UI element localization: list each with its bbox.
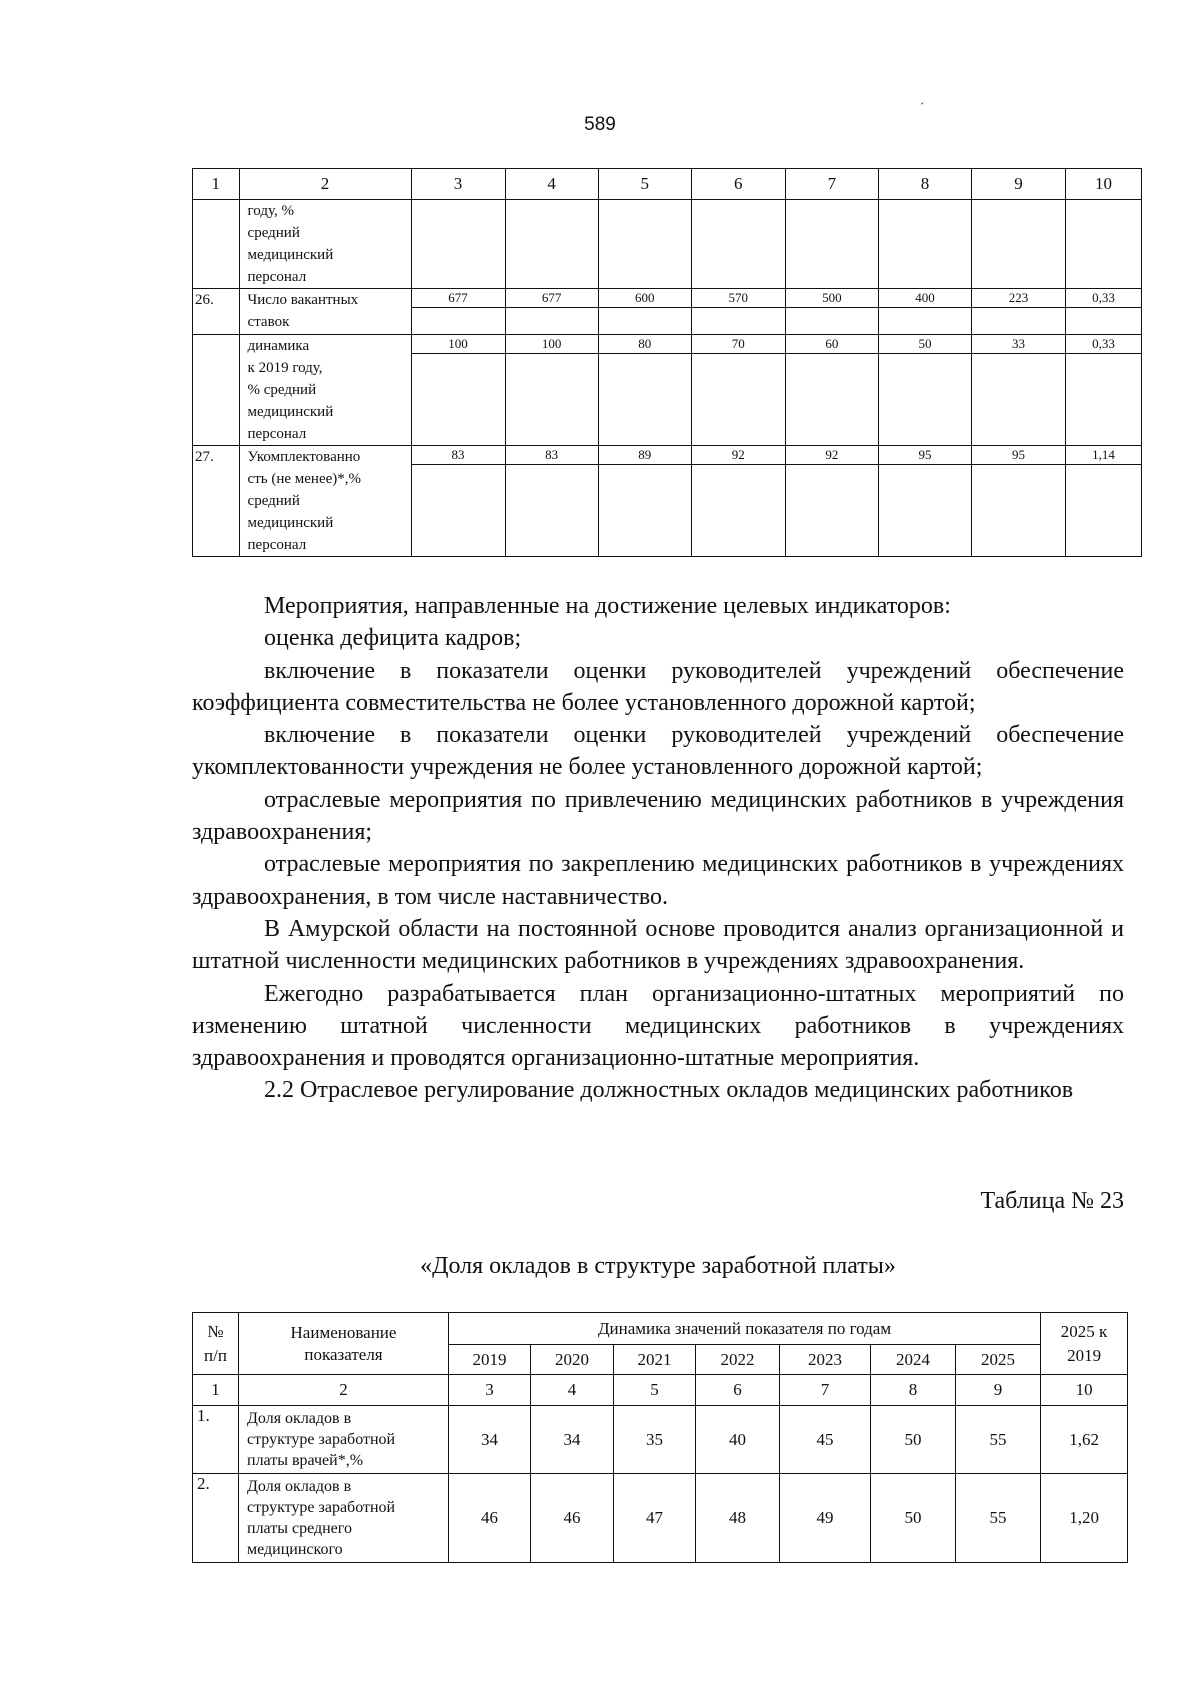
value: 33 bbox=[972, 335, 1065, 354]
year-header: 2019 bbox=[449, 1345, 531, 1375]
table-label: Таблица № 23 bbox=[980, 1188, 1124, 1214]
table-caption bbox=[192, 1185, 1124, 1217]
indicator-name: Доля окладов в структуре заработной платы среднего медицинского bbox=[239, 1474, 449, 1563]
year-header: 2021 bbox=[614, 1345, 696, 1375]
value-cell: 34 bbox=[531, 1406, 614, 1474]
value: 60 bbox=[786, 335, 878, 354]
column-number: 7 bbox=[780, 1375, 871, 1406]
value-cell bbox=[878, 200, 971, 289]
column-number: 9 bbox=[971, 169, 1065, 200]
column-number: 4 bbox=[505, 169, 598, 200]
header-dynamics: Динамика значений показателя по годам bbox=[449, 1313, 1041, 1345]
column-number: 10 bbox=[1041, 1375, 1128, 1406]
value: 92 bbox=[786, 446, 878, 465]
value-cell bbox=[1066, 446, 1142, 557]
value-cell: 35 bbox=[614, 1406, 696, 1474]
column-number: 1 bbox=[193, 169, 240, 200]
indicator-name: году, % средний медицинский персонал bbox=[239, 200, 411, 289]
value-cell bbox=[598, 446, 691, 557]
value-cell: 48 bbox=[696, 1474, 780, 1563]
body-text bbox=[192, 590, 1124, 1107]
paragraph: включение в показатели оценки руководителей учреждений обеспечение коэффициента совместительства не более установленного дорожной картой; bbox=[192, 657, 1124, 716]
value: 500 bbox=[786, 289, 878, 308]
row-number: 2. bbox=[193, 1474, 239, 1563]
value: 80 bbox=[599, 335, 691, 354]
value: 223 bbox=[972, 289, 1065, 308]
value-cell bbox=[971, 289, 1065, 335]
table-row bbox=[193, 1406, 1128, 1474]
value-cell bbox=[411, 289, 505, 335]
value-cell: 1,20 bbox=[1041, 1474, 1128, 1563]
column-number: 8 bbox=[878, 169, 971, 200]
value-cell bbox=[1066, 289, 1142, 335]
column-number: 2 bbox=[239, 1375, 449, 1406]
header-ratio: 2025 к 2019 bbox=[1041, 1313, 1128, 1375]
value-cell bbox=[785, 446, 878, 557]
value-cell bbox=[598, 289, 691, 335]
table-row bbox=[193, 289, 1142, 335]
value-cell: 34 bbox=[449, 1406, 531, 1474]
value-cell: 46 bbox=[531, 1474, 614, 1563]
value: 95 bbox=[972, 446, 1065, 465]
value: 677 bbox=[412, 289, 505, 308]
year-header: 2023 bbox=[780, 1345, 871, 1375]
value: 1,14 bbox=[1066, 446, 1141, 465]
column-number: 1 bbox=[193, 1375, 239, 1406]
column-number: 3 bbox=[449, 1375, 531, 1406]
paragraph: Мероприятия, направленные на достижение целевых индикаторов: bbox=[264, 593, 951, 619]
value-cell bbox=[411, 446, 505, 557]
value-cell bbox=[598, 200, 691, 289]
table-row bbox=[193, 446, 1142, 557]
value: 89 bbox=[599, 446, 691, 465]
column-number: 6 bbox=[696, 1375, 780, 1406]
value-cell: 50 bbox=[871, 1474, 956, 1563]
staffing-table bbox=[192, 168, 1142, 557]
year-header: 2024 bbox=[871, 1345, 956, 1375]
value-cell bbox=[785, 200, 878, 289]
value: 677 bbox=[506, 289, 598, 308]
value-cell bbox=[971, 446, 1065, 557]
table-row bbox=[193, 1474, 1128, 1563]
indicator-name: динамика к 2019 году, % средний медицинский персонал bbox=[239, 335, 411, 446]
table-row bbox=[193, 335, 1142, 446]
table-title: «Доля окладов в структуре заработной платы» bbox=[420, 1253, 896, 1279]
value-cell bbox=[598, 335, 691, 446]
column-number: 9 bbox=[956, 1375, 1041, 1406]
indicator-name: Доля окладов в структуре заработной платы врачей*,% bbox=[239, 1406, 449, 1474]
value-cell bbox=[785, 289, 878, 335]
column-number: 2 bbox=[239, 169, 411, 200]
value: 100 bbox=[506, 335, 598, 354]
value-cell bbox=[1066, 335, 1142, 446]
indicator-name: Укомплектованно сть (не менее)*,% средний медицинский персонал bbox=[239, 446, 411, 557]
table-row bbox=[193, 200, 1142, 289]
value-cell bbox=[691, 200, 785, 289]
year-header: 2025 bbox=[956, 1345, 1041, 1375]
value: 83 bbox=[506, 446, 598, 465]
value-cell bbox=[785, 335, 878, 446]
value-cell: 1,62 bbox=[1041, 1406, 1128, 1474]
value: 0,33 bbox=[1066, 335, 1141, 354]
column-number: 7 bbox=[785, 169, 878, 200]
value-cell bbox=[878, 289, 971, 335]
value-cell: 45 bbox=[780, 1406, 871, 1474]
value-cell bbox=[691, 335, 785, 446]
row-number: 27. bbox=[193, 446, 240, 557]
column-number: 10 bbox=[1066, 169, 1142, 200]
value: 0,33 bbox=[1066, 289, 1141, 308]
column-number: 8 bbox=[871, 1375, 956, 1406]
column-number: 4 bbox=[531, 1375, 614, 1406]
value-cell: 40 bbox=[696, 1406, 780, 1474]
indicator-name: Число вакантных ставок bbox=[239, 289, 411, 335]
value-cell bbox=[411, 335, 505, 446]
value-cell: 47 bbox=[614, 1474, 696, 1563]
value: 92 bbox=[692, 446, 785, 465]
paragraph: отраслевые мероприятия по закреплению медицинских работников в учреждениях здравоохранения, в том числе наставничество. bbox=[192, 851, 1124, 910]
paragraph: Ежегодно разрабатывается план организационно-штатных мероприятий по изменению штатной численности медицинских работников в учреждениях здравоохранения и проводятся организационно-штатные мероприятия. bbox=[192, 980, 1124, 1072]
value-cell bbox=[1066, 200, 1142, 289]
salary-share-table bbox=[192, 1312, 1128, 1563]
value: 83 bbox=[412, 446, 505, 465]
header-num: № п/п bbox=[193, 1313, 239, 1375]
value-cell: 46 bbox=[449, 1474, 531, 1563]
value: 600 bbox=[599, 289, 691, 308]
value: 50 bbox=[879, 335, 971, 354]
value-cell: 55 bbox=[956, 1406, 1041, 1474]
row-number bbox=[193, 200, 240, 289]
value-cell bbox=[505, 446, 598, 557]
value-cell: 50 bbox=[871, 1406, 956, 1474]
paragraph: В Амурской области на постоянной основе проводится анализ организационной и штатной численности медицинских работников в учреждениях здравоохранения. bbox=[192, 915, 1124, 975]
value-cell bbox=[505, 200, 598, 289]
value: 95 bbox=[879, 446, 971, 465]
paragraph: отраслевые мероприятия по привлечению медицинских работников в учреждения здравоохранения; bbox=[192, 786, 1124, 846]
row-number: 26. bbox=[193, 289, 240, 335]
year-header: 2020 bbox=[531, 1345, 614, 1375]
value-cell bbox=[971, 335, 1065, 446]
paragraph: включение в показатели оценки руководителей учреждений обеспечение укомплектованности учреждения не более установленного дорожной картой; bbox=[192, 722, 1124, 781]
value-cell bbox=[878, 335, 971, 446]
table-title-block bbox=[192, 1250, 1124, 1282]
value-cell bbox=[411, 200, 505, 289]
column-number: 5 bbox=[614, 1375, 696, 1406]
value-cell bbox=[878, 446, 971, 557]
header-name: Наименование показателя bbox=[239, 1313, 449, 1375]
value: 400 bbox=[879, 289, 971, 308]
column-number: 3 bbox=[411, 169, 505, 200]
value: 570 bbox=[692, 289, 785, 308]
value: 70 bbox=[692, 335, 785, 354]
column-number: 5 bbox=[598, 169, 691, 200]
value-cell bbox=[691, 289, 785, 335]
value-cell bbox=[691, 446, 785, 557]
value-cell bbox=[505, 289, 598, 335]
row-number: 1. bbox=[193, 1406, 239, 1474]
scan-mark: ´ bbox=[920, 100, 924, 114]
value-cell bbox=[971, 200, 1065, 289]
paragraph: оценка дефицита кадров; bbox=[264, 625, 522, 652]
value-cell bbox=[505, 335, 598, 446]
column-number: 6 bbox=[691, 169, 785, 200]
row-number bbox=[193, 335, 240, 446]
value: 100 bbox=[412, 335, 505, 354]
value-cell: 55 bbox=[956, 1474, 1041, 1563]
page-number: 589 bbox=[584, 114, 616, 135]
section-heading: 2.2 Отраслевое регулирование должностных окладов медицинских работников bbox=[264, 1077, 1074, 1104]
value-cell: 49 bbox=[780, 1474, 871, 1563]
year-header: 2022 bbox=[696, 1345, 780, 1375]
